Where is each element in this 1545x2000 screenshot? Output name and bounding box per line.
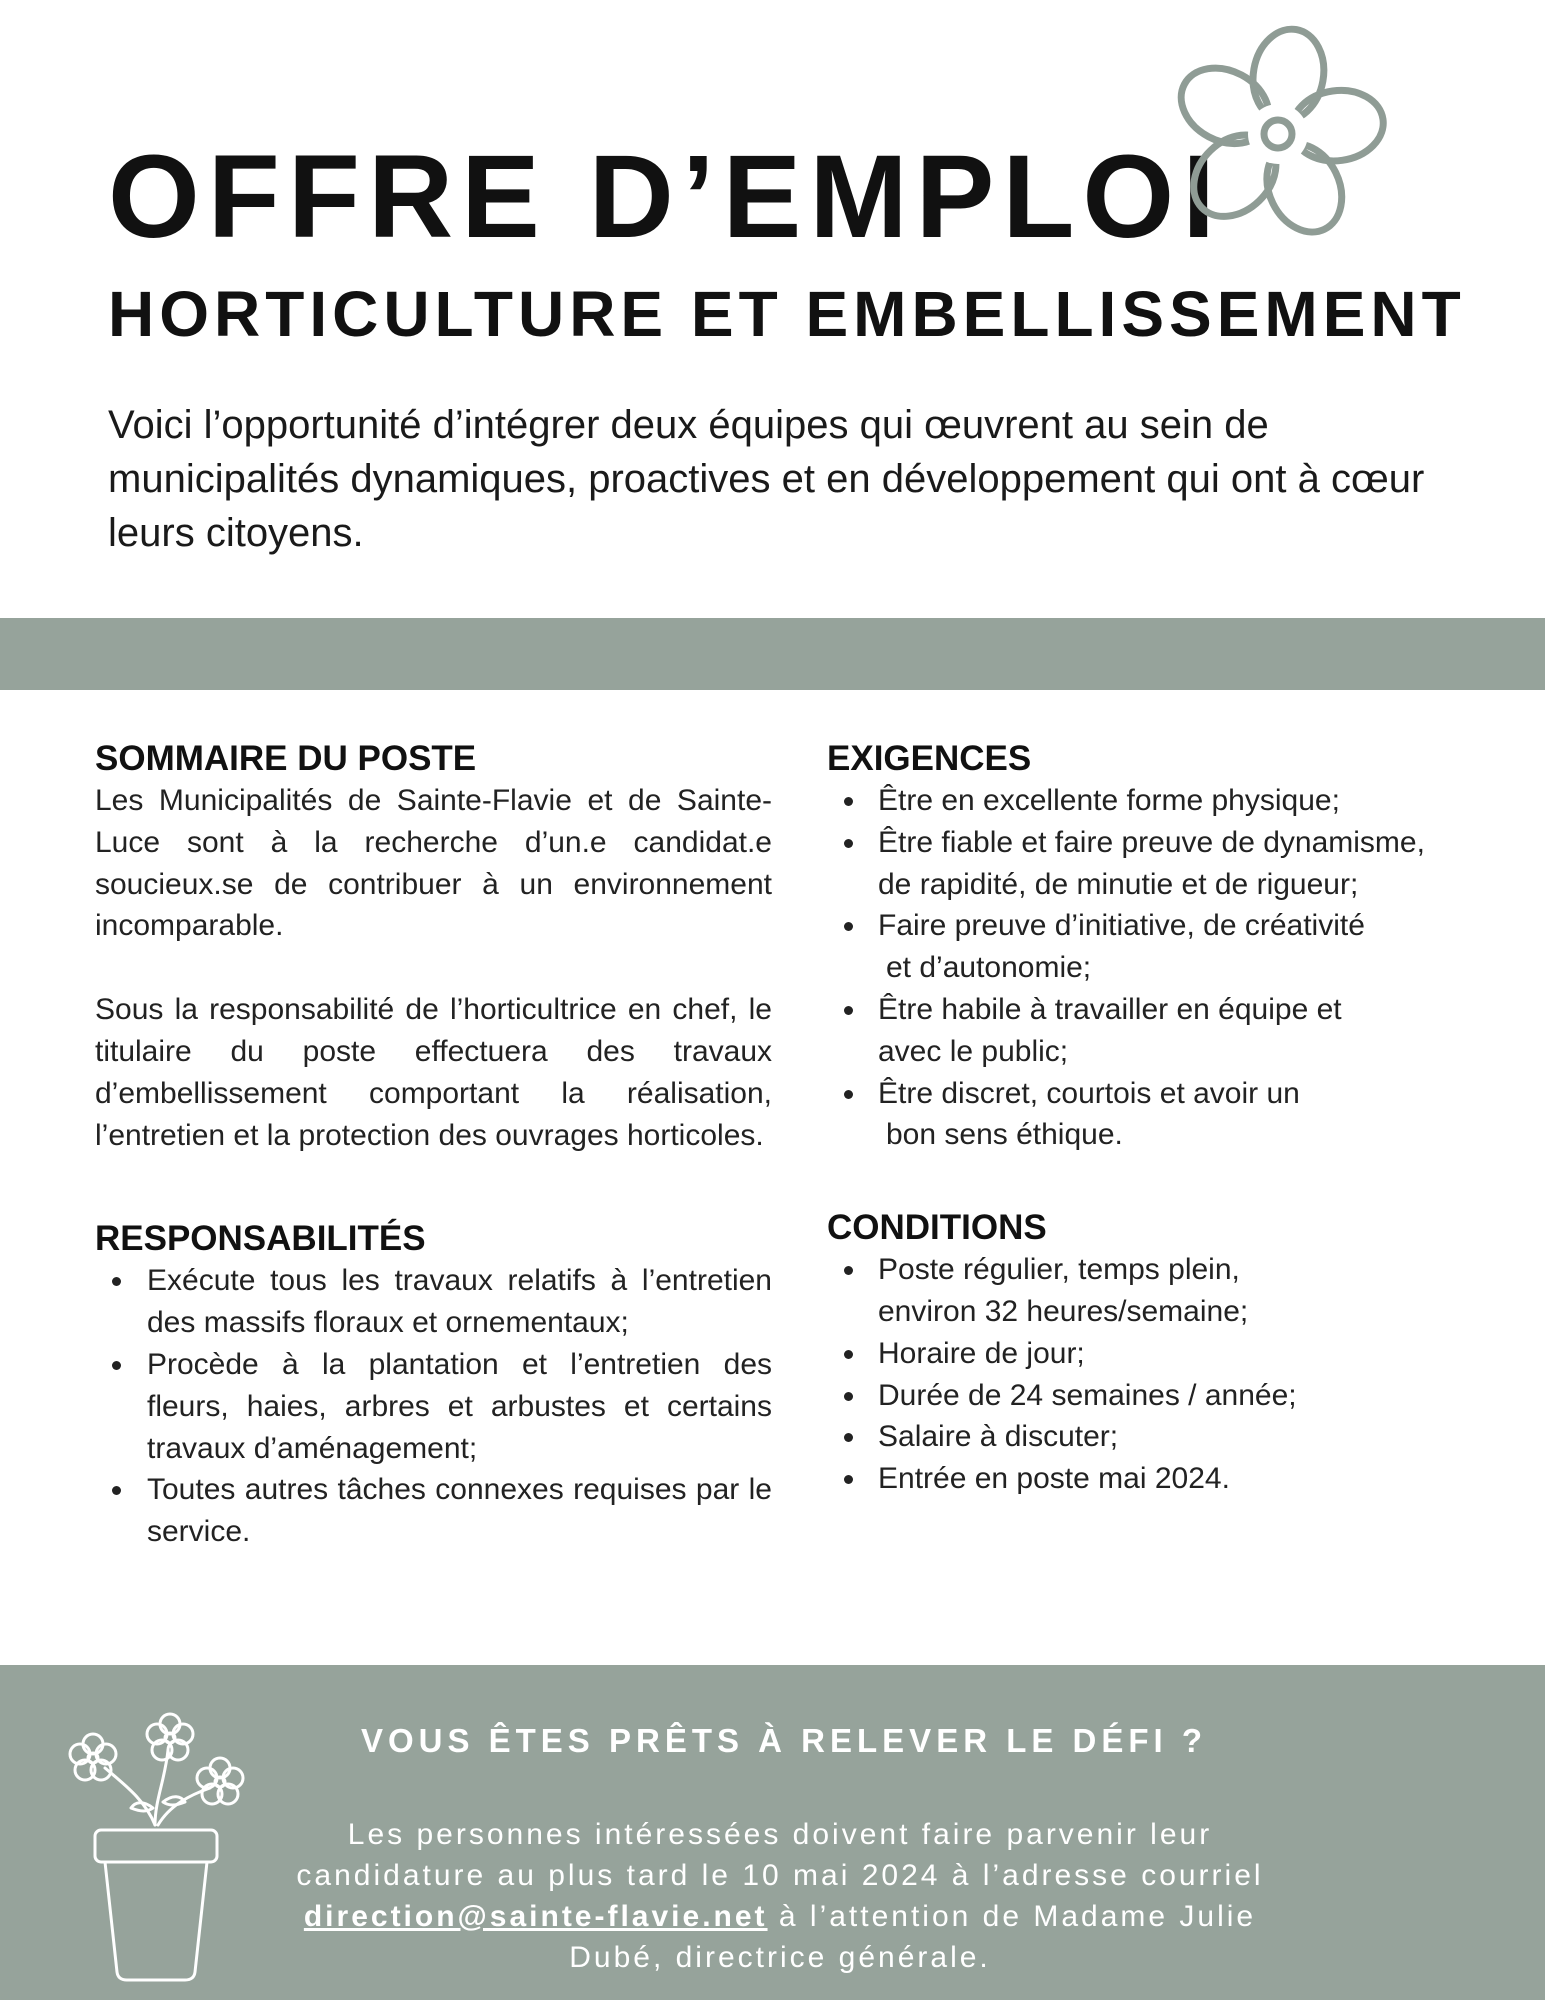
list-item-text: Faire preuve d’initiative, de créativité [878, 909, 1365, 943]
divider-band [0, 618, 1545, 690]
cta-text-before: Les personnes intéressées doivent faire parvenir leur candidature au plus tard le 10 mai 2024 à l’adresse courriel [296, 1818, 1264, 1892]
list-item-text: avec le public; [878, 1034, 1069, 1068]
list-item-text: Durée de 24 semaines / année; [878, 1378, 1297, 1412]
list-item-text: Être fiable et faire preuve de dynamisme, [878, 825, 1425, 859]
list-item [827, 1333, 1487, 1375]
list-item [827, 1073, 1487, 1157]
cta-text [295, 1814, 1265, 1978]
exigences-heading: EXIGENCES [827, 739, 1032, 778]
intro-paragraph: Voici l’opportunité d’intégrer deux équipes qui œuvrent au sein de municipalités dynamiques, proactives et en développement qui ont à cœur leurs citoyens. [108, 403, 1425, 555]
sommaire-paragraph-2: Sous la responsabilité de l’horticultrice en chef, le titulaire du poste effectuera des travaux d’embellissement comportant la réalisation, l’entretien et la protection des ouvrages horticoles. [95, 993, 772, 1152]
list-item [827, 1458, 1487, 1500]
conditions-heading: CONDITIONS [827, 1208, 1047, 1248]
flower-outline-icon [1163, 24, 1393, 244]
list-item [827, 1249, 1487, 1333]
list-item-text: Entrée en poste mai 2024. [878, 1462, 1230, 1496]
right-column [827, 738, 1487, 1500]
list-item-text: Salaire à discuter; [878, 1420, 1119, 1454]
cta-text-after: à l’attention de Madame Julie Dubé, directrice générale. [569, 1900, 1257, 1974]
list-item: Toutes autres tâches connexes requises par le service. [95, 1469, 772, 1553]
list-item-text: Horaire de jour; [878, 1336, 1085, 1370]
left-column [95, 738, 772, 1553]
list-item-text: bon sens éthique. [886, 1118, 1123, 1152]
list-item [827, 1416, 1487, 1458]
cta-title: VOUS ÊTES PRÊTS À RELEVER LE DÉFI ? [360, 1722, 1208, 1759]
list-item-text: environ 32 heures/semaine; [878, 1294, 1249, 1328]
responsabilites-heading: RESPONSABILITÉS [95, 1219, 426, 1259]
list-item [827, 1375, 1487, 1417]
responsabilites-list [95, 1260, 772, 1553]
list-item-text: Être en excellente forme physique; [878, 784, 1340, 817]
list-item: Procède à la plantation et l’entretien des fleurs, haies, arbres et arbustes et certains travaux d’aménagement; [95, 1344, 772, 1469]
list-item [827, 989, 1487, 1073]
list-item-text: Être discret, courtois et avoir un [878, 1076, 1300, 1110]
list-item-text: et d’autonomie; [886, 951, 1092, 985]
list-item-text: Être habile à travailler en équipe et [878, 992, 1342, 1026]
page-title: OFFRE D’EMPLOI [108, 131, 1223, 263]
list-item-text: Poste régulier, temps plein, [878, 1253, 1240, 1287]
sommaire-paragraph-1: Les Municipalités de Sainte-Flavie et de Sainte-Luce sont à la recherche d’un.e candidat.e soucieux.se de contribuer à un environnement incomparable. [95, 784, 772, 943]
conditions-list [827, 1249, 1487, 1500]
list-item: Exécute tous les travaux relatifs à l’entretien des massifs floraux et ornementaux; [95, 1260, 772, 1344]
sommaire-heading: SOMMAIRE DU POSTE [95, 739, 477, 778]
list-item-text: de rapidité, de minutie et de rigueur; [878, 867, 1359, 901]
email-link[interactable]: direction@sainte-flavie.net [303, 1900, 768, 1933]
list-item [827, 905, 1487, 989]
exigences-list [827, 780, 1487, 1156]
list-item [827, 780, 1487, 822]
list-item [827, 822, 1487, 906]
page-subtitle: HORTICULTURE ET EMBELLISSEMENT [108, 278, 1466, 350]
